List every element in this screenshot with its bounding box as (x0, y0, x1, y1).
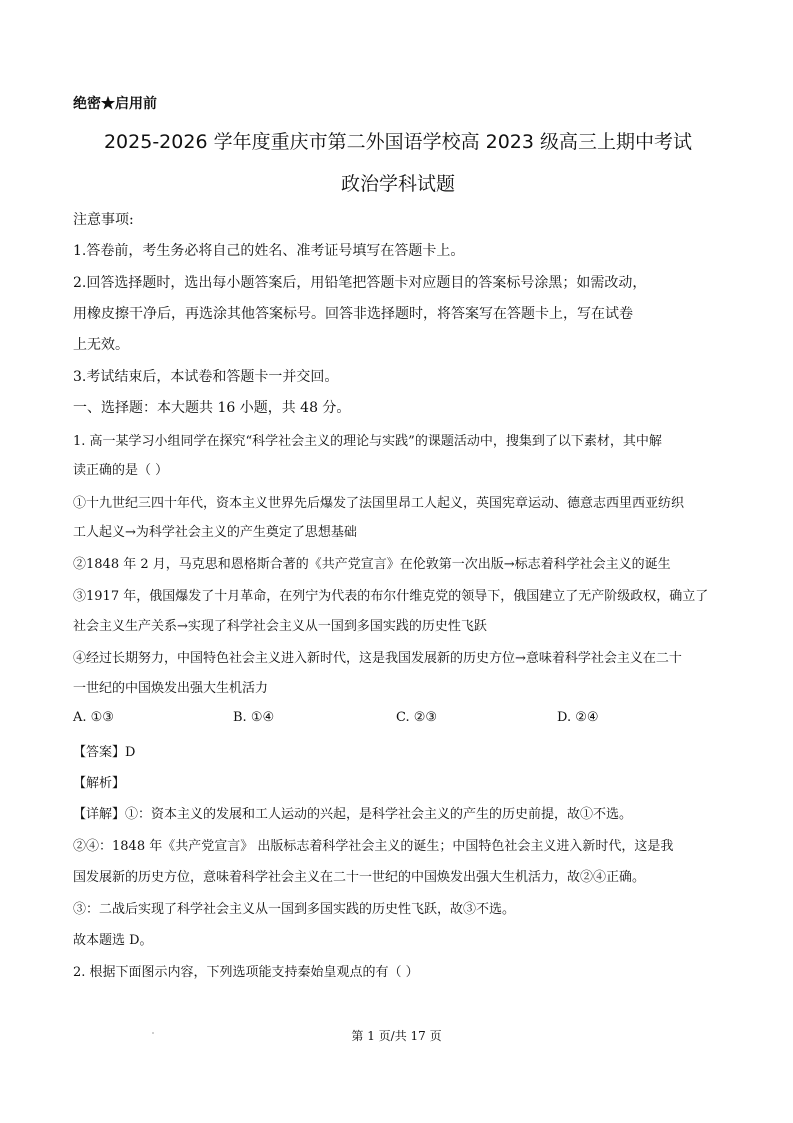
notice-item: 上无效。 (73, 337, 129, 353)
page-footer: 第 1 页/共 17 页 (351, 1029, 442, 1043)
answer-line: 【答案】D (73, 745, 136, 760)
option-c: C. ②③ (396, 710, 438, 725)
option-d: D. ②④ (557, 710, 599, 725)
notice-item: 用橡皮擦干净后，再选涂其他答案标号。回答非选择题时，将答案写在答题卡上，写在试卷 (73, 306, 633, 322)
secret-mark: 绝密★启用前 (73, 96, 157, 112)
notice-item: 2.回答选择题时，选出每小题答案后，用铅笔把答题卡对应题目的答案标号涂黑；如需改动， (73, 275, 647, 291)
question-stem: 2. 根据下面图示内容，下列选项能支持秦始皇观点的有（ ） (73, 965, 419, 980)
section-heading: 一、选择题：本大题共 16 小题，共 48 分。 (73, 400, 351, 416)
analysis-line: 故本题选 D。 (73, 933, 153, 948)
exam-title: 2025-2026 学年度重庆市第二外国语学校高 2023 级高三上期中考试 (103, 131, 693, 153)
material-line: ④经过长期努力，中国特色社会主义进入新时代，这是我国发展新的历史方位→意味着科学社会主义在二十 (73, 651, 682, 666)
analysis-line: 【详解】①：资本主义的发展和工人运动的兴起，是科学社会主义的产生的历史前提，故①不选。 (73, 807, 633, 822)
question-stem: 1. 高一某学习小组同学在探究“科学社会主义的理论与实践”的课题活动中，搜集到了以下素材，其中解 (73, 434, 662, 449)
notice-item: 3.考试结束后，本试卷和答题卡一并交回。 (73, 369, 339, 385)
notice-heading: 注意事项: (73, 212, 134, 228)
material-line: 一世纪的中国焕发出强大生机活力 (73, 681, 269, 696)
notice-item: 1.答卷前，考生务必将自己的姓名、准考证号填写在答题卡上。 (73, 243, 465, 259)
material-line: ①十九世纪三四十年代，资本主义世界先后爆发了法国里昂工人起义，英国宪章运动、德意志西里西亚纺织 (73, 496, 685, 511)
analysis-heading: 【解析】 (73, 776, 126, 791)
material-line: ③1917 年，俄国爆发了十月革命，在列宁为代表的布尔什维克党的领导下，俄国建立了无产阶级政权，确立了 (73, 589, 709, 604)
option-b: B. ①④ (233, 710, 275, 725)
material-line: 社会主义生产关系→实现了科学社会主义从一国到多国实践的历史性飞跃 (73, 619, 487, 634)
material-line: ②1848 年 2 月，马克思和恩格斯合著的《共产党宣言》在伦敦第一次出版→标志着科学社会主义的诞生 (73, 557, 671, 572)
analysis-line: 国发展新的历史方位，意味着科学社会主义在二十一世纪的中国焕发出强大生机活力，故②④正确。 (73, 870, 646, 885)
material-line: 工人起义→为科学社会主义的产生奠定了思想基础 (73, 525, 357, 540)
analysis-line: ②④：1848 年《共产党宣言》 出版标志着科学社会主义的诞生；中国特色社会主义进入新时代，这是我 (73, 839, 674, 854)
question-stem: 读正确的是（ ） (73, 463, 169, 478)
exam-subtitle: 政治学科试题 (340, 173, 455, 195)
analysis-line: ③：二战后实现了科学社会主义从一国到多国实践的历史性飞跃，故③不选。 (73, 902, 516, 917)
option-a: A. ①③ (73, 710, 114, 725)
